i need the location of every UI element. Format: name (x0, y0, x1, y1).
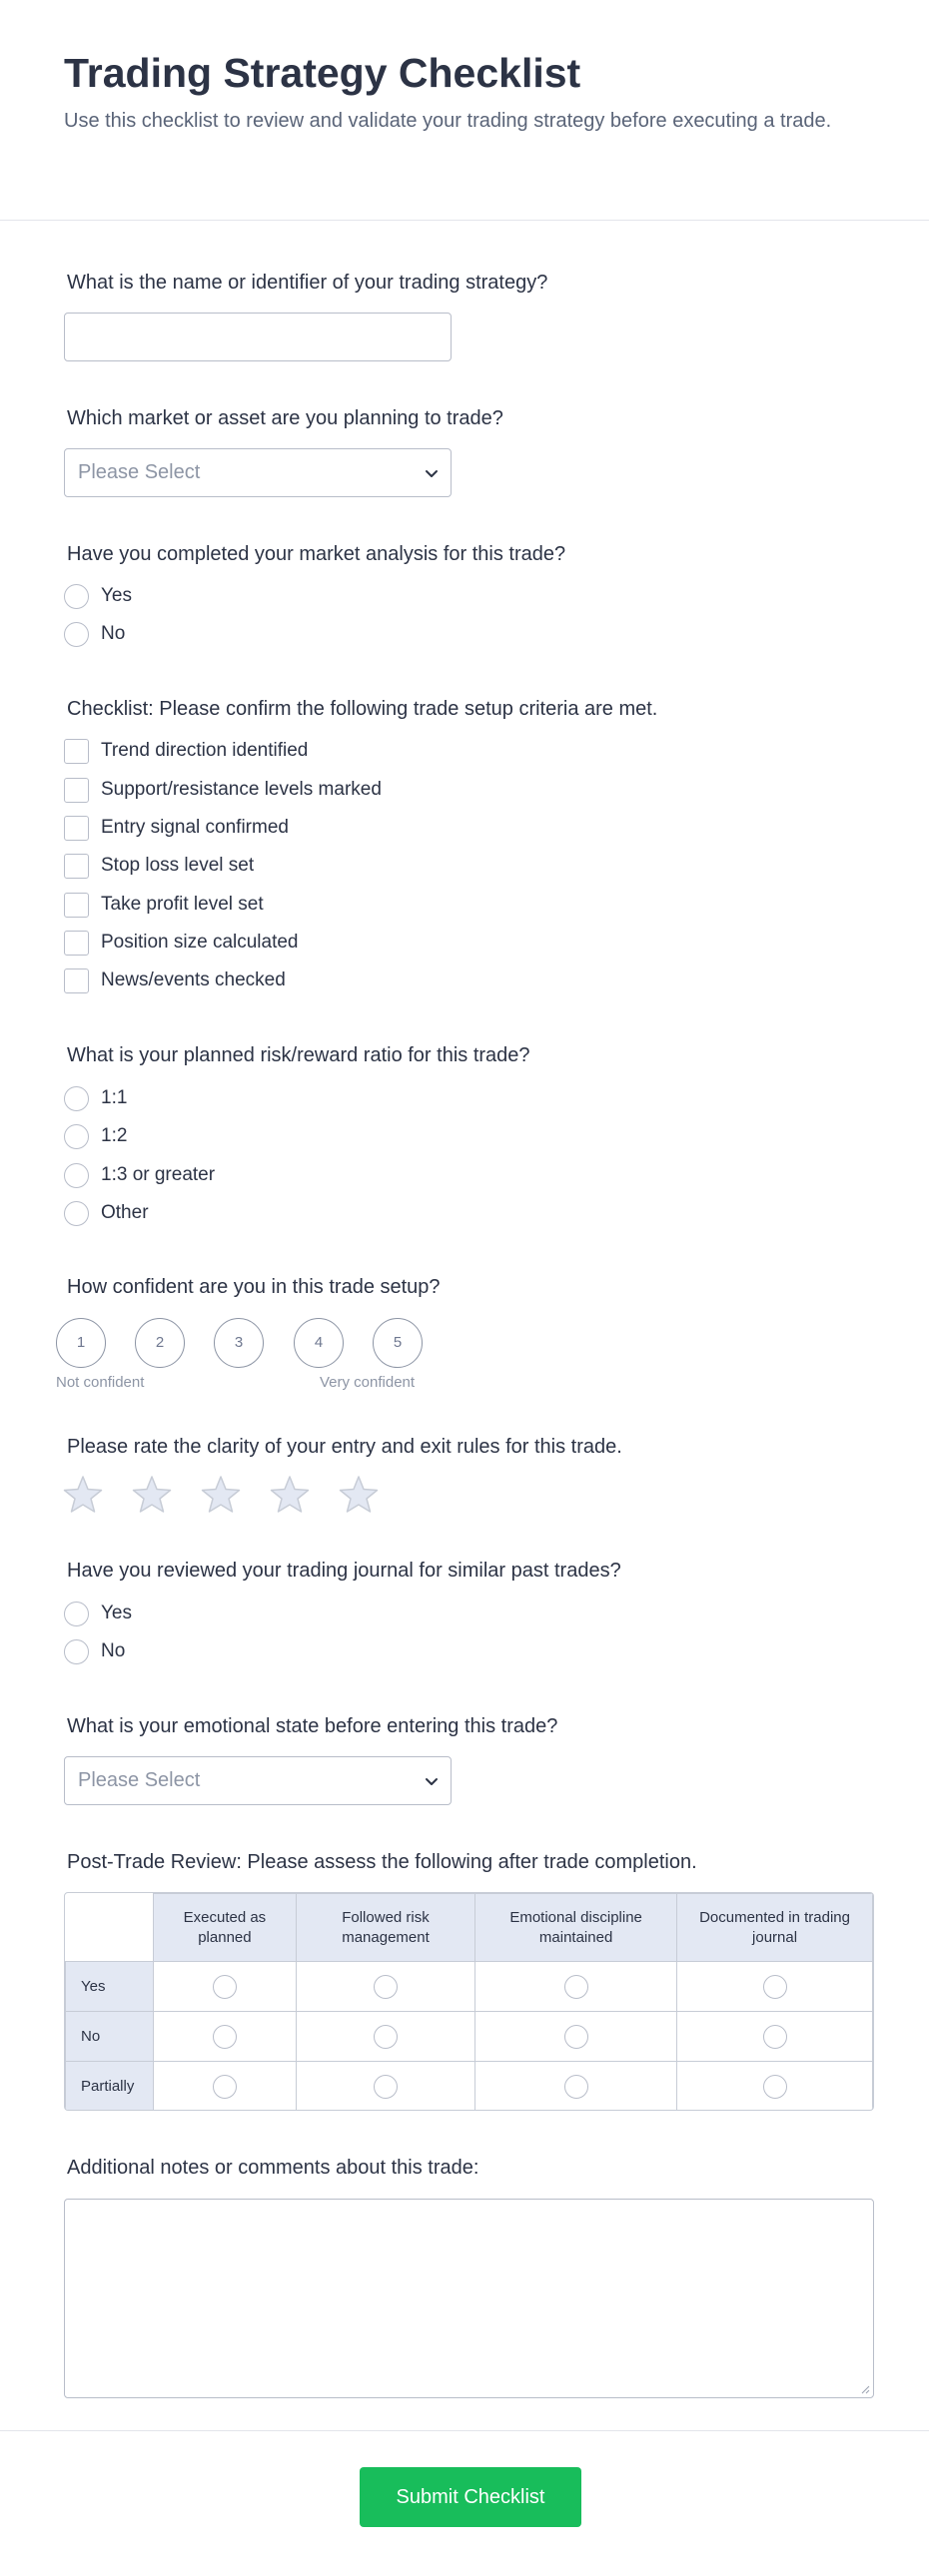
matrix-column-header: Executed as planned (154, 1894, 297, 1962)
option-label: Yes (101, 1603, 132, 1623)
scale-option[interactable]: 5 (373, 1318, 423, 1368)
confidence-label: How confident are you in this trade setup? (67, 1276, 441, 1298)
option-label: Entry signal confirmed (101, 817, 289, 838)
strategy-name-input[interactable] (64, 313, 452, 361)
option-label: News/events checked (101, 969, 286, 990)
option-label: Take profit level set (101, 894, 264, 915)
matrix-row-label: Partially (66, 2062, 154, 2112)
checkbox[interactable] (64, 968, 89, 993)
notes-textarea[interactable] (64, 2199, 874, 2398)
option-label: Trend direction identified (101, 740, 309, 761)
form-subtitle: Use this checklist to review and validate your trading strategy before executing a trade. (64, 110, 832, 132)
scale-max-label: Very confident (320, 1374, 416, 1391)
radio-button[interactable] (64, 1201, 89, 1226)
option-label: Other (101, 1202, 149, 1223)
option-label: 1:1 (101, 1087, 128, 1108)
matrix-row (66, 2062, 873, 2112)
scale-option[interactable]: 1 (56, 1318, 106, 1368)
form-footer (0, 2430, 929, 2431)
star-icon[interactable] (269, 1474, 311, 1516)
post-trade-review-matrix (64, 1892, 874, 2111)
strategy-name-label: What is the name or identifier of your trading strategy? (67, 272, 548, 294)
notes-label: Additional notes or comments about this trade: (67, 2157, 479, 2179)
market-analysis-label: Have you completed your market analysis for this trade? (67, 543, 566, 565)
chevron-down-icon (423, 464, 441, 482)
matrix-column-header: Documented in trading journal (677, 1894, 873, 1962)
journal-review-label: Have you reviewed your trading journal for similar past trades? (67, 1560, 621, 1582)
emotional-state-select[interactable] (64, 1756, 452, 1805)
market-asset-label: Which market or asset are you planning to trade? (67, 407, 503, 429)
checkbox[interactable] (64, 739, 89, 764)
matrix-radio[interactable] (763, 2025, 787, 2049)
star-icon[interactable] (131, 1474, 173, 1516)
risk-reward-label: What is your planned risk/reward ratio for this trade? (67, 1044, 530, 1066)
option-label: No (101, 623, 126, 644)
checkbox[interactable] (64, 931, 89, 956)
matrix-column-header: Followed risk management (296, 1894, 474, 1962)
form-title: Trading Strategy Checklist (64, 50, 581, 96)
scale-min-label: Not confident (56, 1374, 145, 1391)
submit-button[interactable]: Submit Checklist (360, 2467, 581, 2527)
matrix-radio[interactable] (213, 2025, 237, 2049)
checkbox[interactable] (64, 778, 89, 803)
option-label: No (101, 1640, 126, 1661)
clarity-rating-label: Please rate the clarity of your entry and exit rules for this trade. (67, 1436, 622, 1458)
matrix-radio[interactable] (374, 1975, 398, 1999)
scale-option[interactable]: 4 (294, 1318, 344, 1368)
matrix-radio[interactable] (374, 2075, 398, 2099)
star-icon[interactable] (338, 1474, 380, 1516)
post-trade-review-label: Post-Trade Review: Please assess the following after trade completion. (67, 1851, 697, 1873)
emotional-state-label: What is your emotional state before entering this trade? (67, 1715, 558, 1737)
option-label: Support/resistance levels marked (101, 779, 382, 800)
matrix-radio[interactable] (374, 2025, 398, 2049)
matrix-row-label: Yes (66, 1962, 154, 2012)
radio-button[interactable] (64, 622, 89, 647)
option-label: Yes (101, 585, 132, 606)
option-label: Stop loss level set (101, 855, 255, 876)
matrix-radio[interactable] (213, 2075, 237, 2099)
radio-button[interactable] (64, 1086, 89, 1111)
checkbox[interactable] (64, 816, 89, 841)
market-asset-placeholder: Please Select (78, 461, 201, 483)
option-label: 1:2 (101, 1125, 128, 1146)
matrix-radio[interactable] (763, 2075, 787, 2099)
matrix-radio[interactable] (564, 1975, 588, 1999)
matrix-radio[interactable] (564, 2025, 588, 2049)
option-label: 1:3 or greater (101, 1164, 216, 1185)
checkbox[interactable] (64, 893, 89, 918)
chevron-down-icon (423, 1772, 441, 1790)
radio-button[interactable] (64, 1602, 89, 1626)
matrix-row (66, 2012, 873, 2062)
matrix-radio[interactable] (213, 1975, 237, 1999)
scale-option[interactable]: 3 (214, 1318, 264, 1368)
radio-button[interactable] (64, 1163, 89, 1188)
star-icon[interactable] (62, 1474, 104, 1516)
market-asset-select[interactable] (64, 448, 452, 497)
resize-grip-icon[interactable] (860, 2384, 870, 2394)
radio-button[interactable] (64, 1639, 89, 1664)
option-label: Position size calculated (101, 932, 299, 953)
radio-button[interactable] (64, 1124, 89, 1149)
setup-criteria-label: Checklist: Please confirm the following trade setup criteria are met. (67, 698, 658, 720)
matrix-radio[interactable] (763, 1975, 787, 1999)
matrix-column-header: Emotional discipline maintained (475, 1894, 677, 1962)
radio-button[interactable] (64, 584, 89, 609)
matrix-row (66, 1962, 873, 2012)
matrix-row-label: No (66, 2012, 154, 2062)
checkbox[interactable] (64, 854, 89, 879)
form-header (0, 0, 929, 221)
emotional-state-placeholder: Please Select (78, 1769, 201, 1791)
scale-option[interactable]: 2 (135, 1318, 185, 1368)
matrix-radio[interactable] (564, 2075, 588, 2099)
star-icon[interactable] (200, 1474, 242, 1516)
matrix-corner (66, 1894, 154, 1962)
